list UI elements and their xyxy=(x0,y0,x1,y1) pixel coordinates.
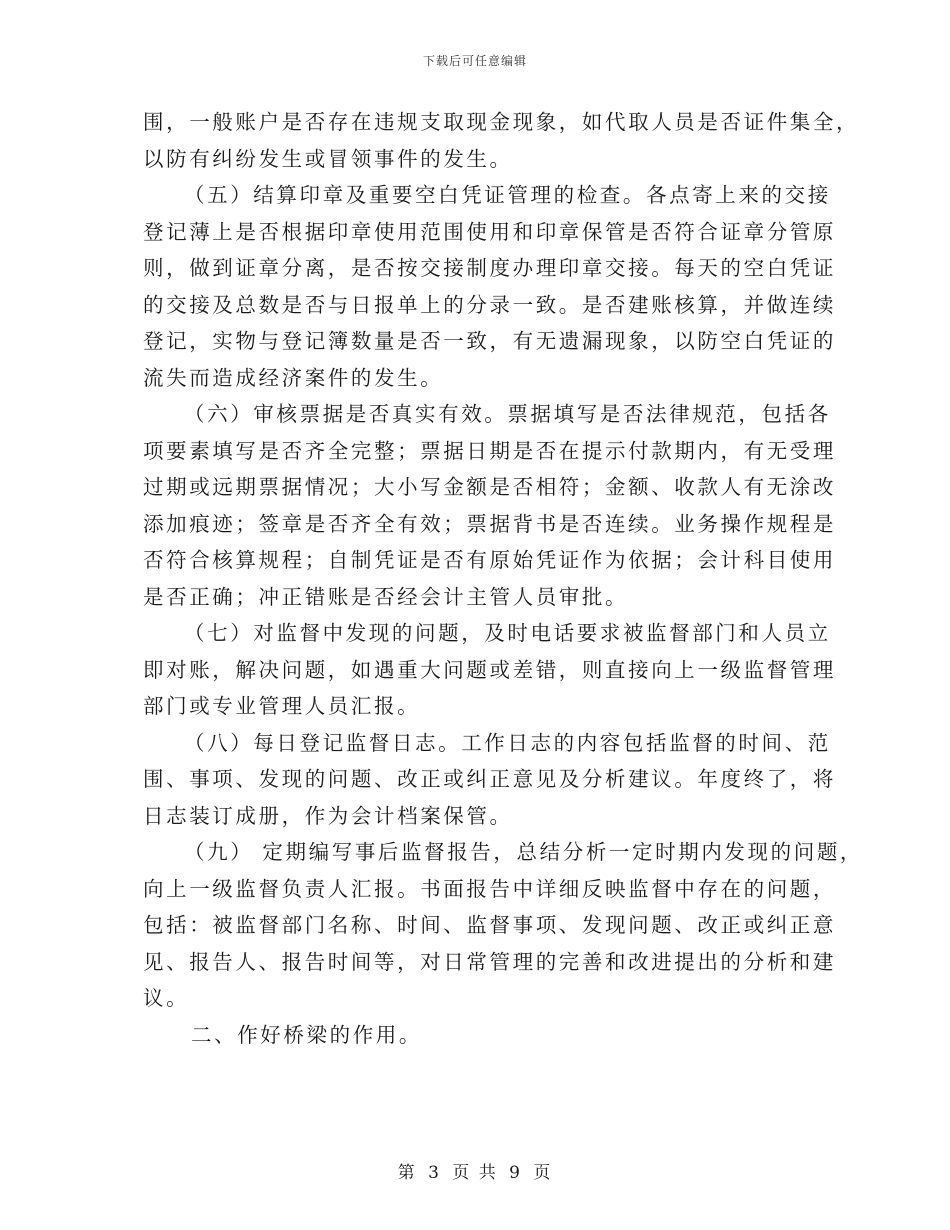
text-line: 围、事项、发现的问题、改正或纠正意见及分析建议。年度终了，将 xyxy=(143,767,836,791)
text-line: 部门或专业管理人员汇报。 xyxy=(143,694,421,718)
text-line: 则，做到证章分离，是否按交接制度办理印章交接。每天的空白凭证 xyxy=(143,256,836,280)
text-line: 见、报告人、报告时间等，对日常管理的完善和改进提出的分析和建 xyxy=(143,949,836,974)
text-line: 添加痕迹；签章是否齐全有效；票据背书是否连续。业务操作规程是 xyxy=(143,511,836,536)
heading-line: 二、作好桥梁的作用。 xyxy=(191,1022,422,1047)
paragraph-section-7 xyxy=(143,615,836,725)
text-line: 项要素填写是否齐全完整；票据日期是否在提示付款期内，有无受理 xyxy=(143,438,836,463)
text-line: （九） 定期编写事后监督报告，总结分析一定时期内发现的问题， xyxy=(184,840,864,864)
page-header: 下载后可任意编辑 xyxy=(422,54,527,68)
footer-suffix: 页 xyxy=(533,1163,553,1183)
text-line: 过期或远期票据情况；大小写金额是否相符；金额、收款人有无涂改 xyxy=(143,475,836,499)
paragraph-continued xyxy=(143,104,860,177)
text-line: 以防有纠纷发生或冒领事件的发生。 xyxy=(143,146,513,171)
text-line: 流失而造成经济案件的发生。 xyxy=(143,365,444,390)
text-line: （六）审核票据是否真实有效。票据填写是否法律规范，包括各 xyxy=(184,402,831,426)
text-line: （七）对监督中发现的问题，及时电话要求被监督部门和人员立 xyxy=(184,621,831,645)
total-pages-number: 9 xyxy=(509,1163,522,1183)
document-body xyxy=(143,104,864,1053)
text-line: （五）结算印章及重要空白凭证管理的检查。各点寄上来的交接 xyxy=(184,183,831,207)
text-line: 即对账，解决问题，如遇重大问题或差错，则直接向上一级监督管理 xyxy=(143,657,836,682)
paragraph-section-8 xyxy=(143,725,836,835)
current-page-number: 3 xyxy=(428,1163,441,1183)
section-heading-2 xyxy=(143,1017,825,1054)
text-line: 议。 xyxy=(143,986,190,1010)
text-line: 否符合核算规程；自制凭证是否有原始凭证作为依据；会计科目使用 xyxy=(143,548,836,572)
text-line: 是否正确；冲正错账是否经会计主管人员审批。 xyxy=(143,584,629,609)
text-line: 包括：被监督部门名称、时间、监督事项、发现问题、改正或纠正意 xyxy=(143,913,836,937)
text-line: 向上一级监督负责人汇报。书面报告中详细反映监督中存在的问题， xyxy=(143,876,836,901)
text-line: 登记，实物与登记簿数量是否一致，有无遗漏现象，以防空白凭证的 xyxy=(143,329,836,353)
footer-prefix: 第 xyxy=(397,1163,417,1183)
page-footer xyxy=(0,1158,950,1183)
footer-middle: 页 共 xyxy=(452,1163,498,1183)
text-line: 围，一般账户是否存在违规支取现金现象，如代取人员是否证件集全， xyxy=(143,110,860,134)
text-line: 登记薄上是否根据印章使用范围使用和印章保管是否符合证章分管原 xyxy=(143,219,836,244)
text-line: 日志装订成册，作为会计档案保管。 xyxy=(143,803,513,828)
paragraph-section-6 xyxy=(143,396,836,615)
text-line: （八）每日登记监督日志。工作日志的内容包括监督的时间、范 xyxy=(184,730,831,755)
paragraph-section-9 xyxy=(143,834,864,1017)
text-line: 的交接及总数是否与日报单上的分录一致。是否建账核算，并做连续 xyxy=(143,292,836,317)
paragraph-section-5 xyxy=(143,177,836,396)
